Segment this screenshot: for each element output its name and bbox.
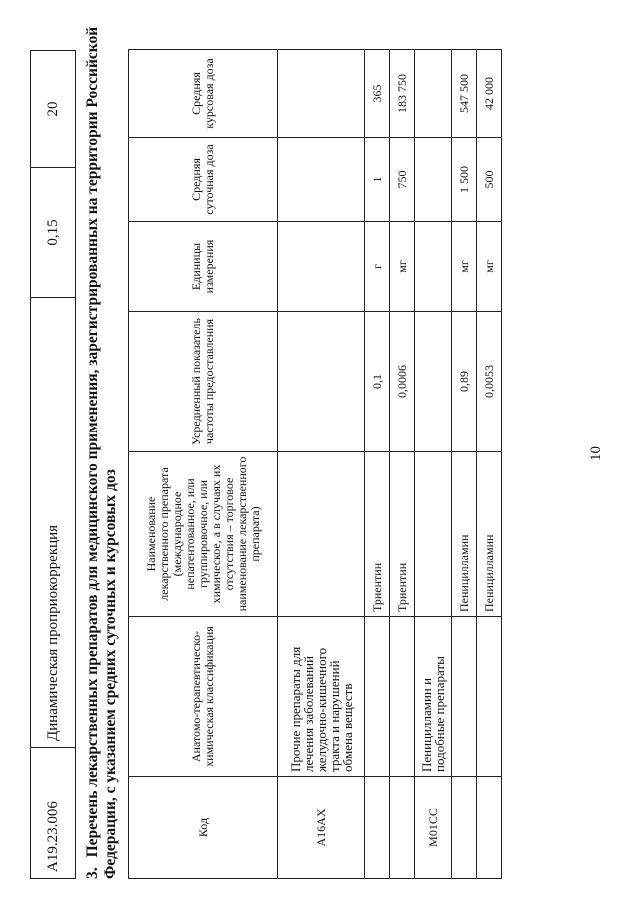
service-row — [31, 51, 76, 879]
cell-unit: г — [365, 222, 390, 312]
header-course-dose: Средняя курсовая доза — [129, 50, 278, 138]
cell-atc — [452, 617, 477, 777]
service-row-table — [30, 50, 76, 879]
table-row — [390, 50, 415, 879]
cell-course: 365 — [365, 50, 390, 138]
cell-atc: Прочие препараты для лечения заболеваний желудочно-кишечного тракта и нарушений обмена веществ — [278, 617, 365, 777]
cell-frequency — [278, 312, 365, 452]
header-daily-dose: Средняя суточная доза — [129, 138, 278, 222]
cell-daily: 500 — [477, 138, 502, 222]
cell-frequency: 0,0006 — [390, 312, 415, 452]
cell-drug: Триентин — [390, 452, 415, 617]
cell-unit — [415, 222, 452, 312]
cell-course: 183 750 — [390, 50, 415, 138]
cell-unit: мг — [452, 222, 477, 312]
cell-daily — [278, 138, 365, 222]
header-unit: Единицы измерения — [129, 222, 278, 312]
header-drug-name: Наименование лекарственного препарата (международное непатентованное, или группировочное, или химическое, а в случаях их отсутствия – торговое наименование лекарственного препарата) — [129, 452, 278, 617]
cell-code — [477, 777, 502, 879]
cell-code — [365, 777, 390, 879]
table-header-row — [129, 50, 278, 879]
cell-daily: 1 — [365, 138, 390, 222]
cell-course: 42 000 — [477, 50, 502, 138]
cell-code: A16AX — [278, 777, 365, 879]
cell-course: 547 500 — [452, 50, 477, 138]
cell-unit: мг — [390, 222, 415, 312]
cell-daily: 1 500 — [452, 138, 477, 222]
section-heading — [84, 19, 120, 879]
cell-code — [452, 777, 477, 879]
cell-drug: Пеницилламин — [452, 452, 477, 617]
table-row — [365, 50, 390, 879]
section-number: 3. — [84, 867, 101, 879]
cell-unit: мг — [477, 222, 502, 312]
cell-course — [278, 50, 365, 138]
table-row — [278, 50, 365, 879]
cell-atc: Пеницилламин и подобные препараты — [415, 617, 452, 777]
cell-code — [390, 777, 415, 879]
cell-drug: Пеницилламин — [477, 452, 502, 617]
cell-drug: Триентин — [365, 452, 390, 617]
cell-code: M01CC — [415, 777, 452, 879]
service-multiplicity: 20 — [31, 51, 76, 168]
page-number: 10 — [588, 446, 604, 461]
service-frequency: 0,15 — [31, 168, 76, 298]
drug-table — [128, 49, 502, 879]
cell-atc — [390, 617, 415, 777]
cell-course — [415, 50, 452, 138]
table-row — [415, 50, 452, 879]
cell-daily: 750 — [390, 138, 415, 222]
table-row — [477, 50, 502, 879]
cell-frequency: 0,0053 — [477, 312, 502, 452]
cell-daily — [415, 138, 452, 222]
service-code: A19.23.006 — [31, 748, 76, 879]
cell-frequency: 0,89 — [452, 312, 477, 452]
cell-frequency: 0,1 — [365, 312, 390, 452]
section-title: Перечень лекарственных препаратов для медицинского применения, зарегистрированных на территории Российской Федерации, с указанием средних суточных и курсовых доз — [84, 26, 119, 879]
header-frequency: Усредненный показатель частоты предоставления — [129, 312, 278, 452]
header-atc: Анатомо-терапевтическо-химическая классификация — [129, 617, 278, 777]
cell-frequency — [415, 312, 452, 452]
service-name: Динамическая проприокоррекция — [31, 298, 76, 748]
cell-drug — [278, 452, 365, 617]
table-row — [452, 50, 477, 879]
cell-unit — [278, 222, 365, 312]
cell-atc — [365, 617, 390, 777]
cell-atc — [477, 617, 502, 777]
header-code: Код — [129, 777, 278, 879]
cell-drug — [415, 452, 452, 617]
